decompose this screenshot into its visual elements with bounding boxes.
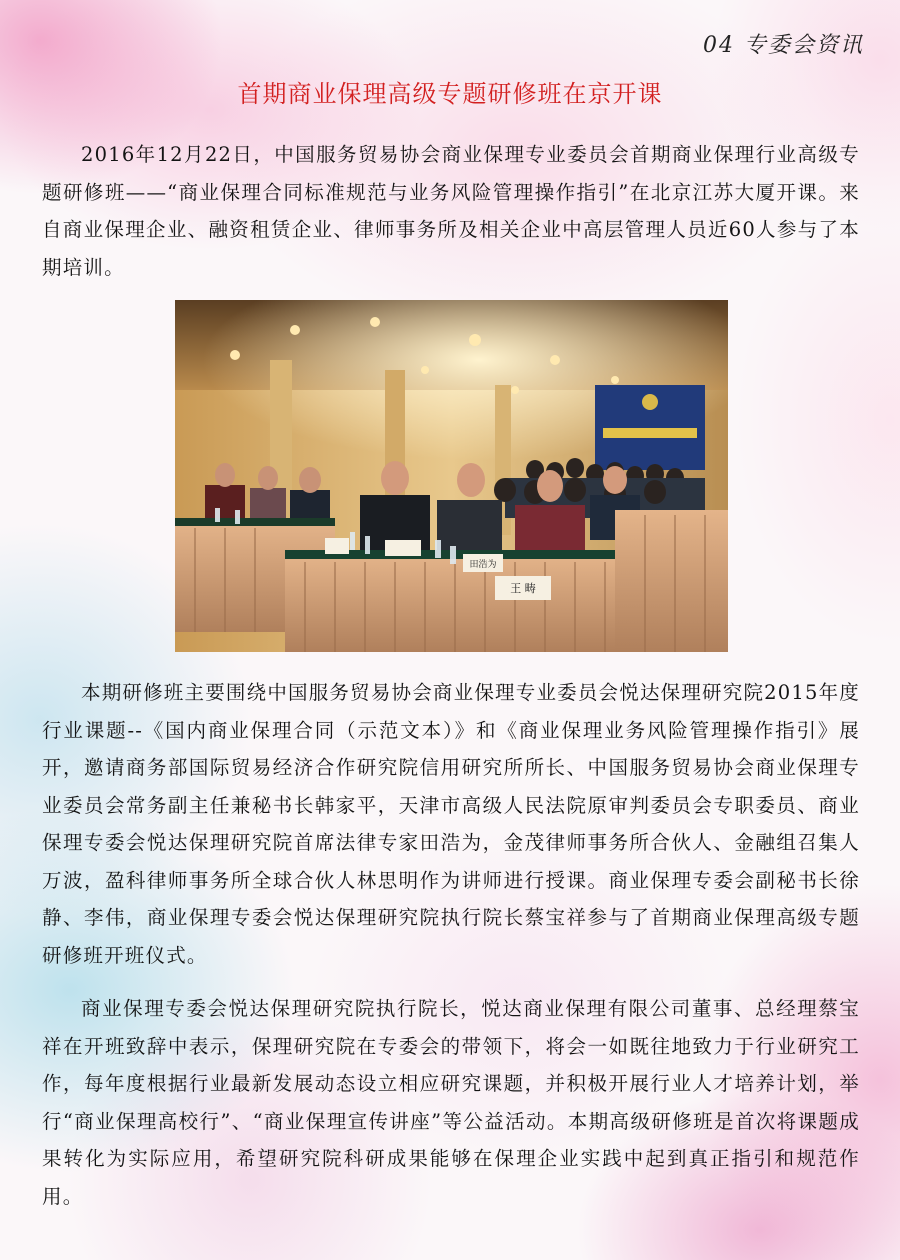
stage-screen-banner	[603, 428, 697, 438]
name-card	[325, 538, 349, 554]
article-title: 首期商业保理高级专题研修班在京开课	[237, 80, 663, 108]
table-left-top	[175, 518, 335, 526]
article-paragraph-3: 商业保理专委会悦达保理研究院执行院长，悦达商业保理有限公司董事、总经理蔡宝祥在开班致辞中表示，保理研究院在专委会的带领下，将会一如既往地致力于行业研究工作，每年度根据行业最新发展动态设立相应研究课题，并积极开展行业人才培养计划，举行“商业保理高校行”、“商业保理宣传讲座”等公益活动。本期高级研修班是首次将课题成果转化为实际应用，希望研究院科研成果能够在保理企业实践中起到真正指引和规范作用。	[42, 997, 860, 1208]
name-card	[385, 540, 421, 556]
article-paragraph-2: 本期研修班主要围绕中国服务贸易协会商业保理专业委员会悦达保理研究院2015年度行业课题--《国内商业保理合同（示范文本）》和《商业保理业务风险管理操作指引》展开，邀请商务部国际贸易经济合作研究院信用研究所所长、中国服务贸易协会商业保理专业委员会常务副主任兼秘书长韩家平，天津市高级人民法院原审判委员会专职委员、商业保理专委会悦达保理研究院首席法律专家田浩为，金茂律师事务所合伙人、金融组召集人万波，盈科律师事务所全球合伙人林思明作为讲师进行授课。商业保理专委会副秘书长徐静、李伟，商业保理专委会悦达保理研究院执行院长蔡宝祥参与了首期商业保理高级专题研修班开班仪式。	[42, 681, 860, 967]
conference-photo	[175, 300, 728, 652]
section-tag: 04 专委会资讯	[703, 33, 864, 58]
stage-logo	[642, 394, 658, 410]
name-card-label: 田浩为	[469, 560, 497, 570]
table-right	[615, 510, 728, 652]
name-card-label: 王 畴	[510, 582, 536, 595]
article-paragraph-1: 2016年12月22日，中国服务贸易协会商业保理专业委员会首期商业保理行业高级专题研修班——“商业保理合同标准规范与业务风险管理操作指引”在北京江苏大厦开课。来自商业保理企业、融资租赁企业、律师事务所及相关企业中高层管理人员近60人参与了本期培训。	[42, 143, 860, 279]
